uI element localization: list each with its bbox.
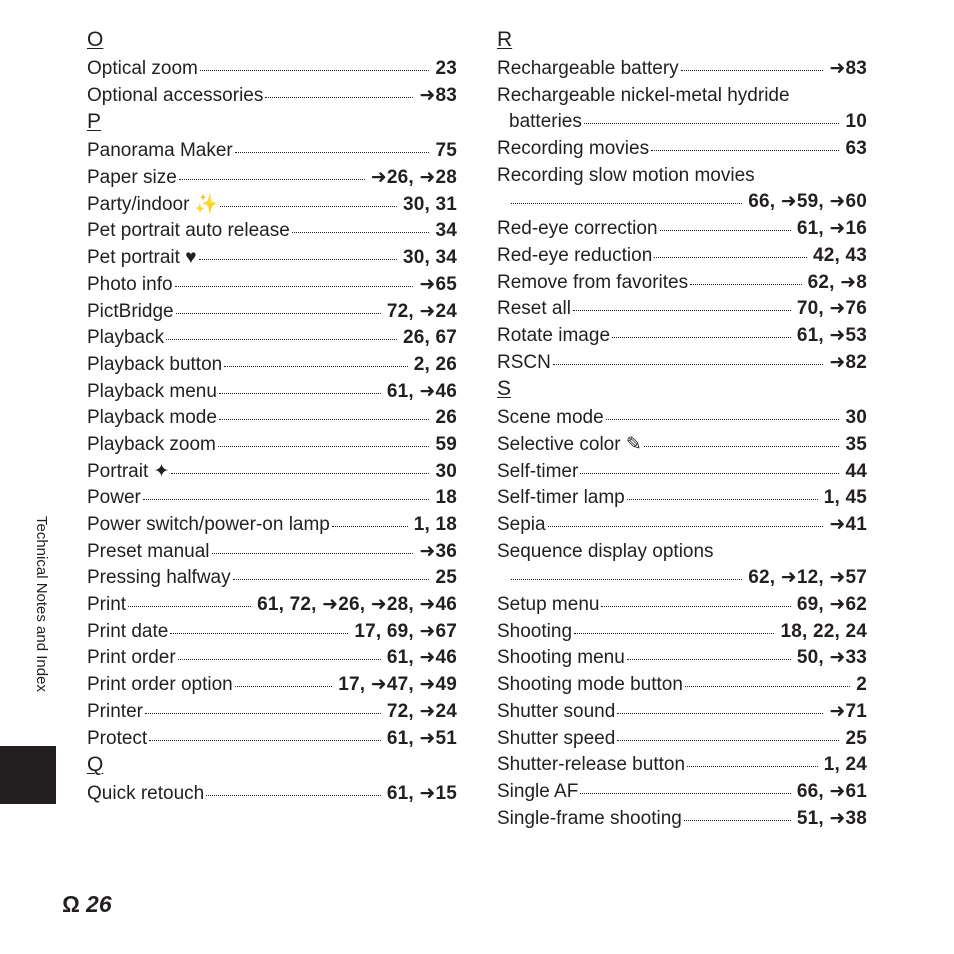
dot-leader <box>199 259 397 260</box>
index-entry-term: Sequence display options <box>497 540 714 562</box>
dot-leader <box>612 337 791 338</box>
index-entry-pages: 61, ➜51 <box>386 727 457 749</box>
index-entry-pages: 2, 26 <box>413 353 457 375</box>
index-entry <box>497 619 867 646</box>
dot-leader <box>627 659 791 660</box>
index-entry-term: Playback button <box>87 353 223 375</box>
index-entry <box>497 350 867 377</box>
dot-leader <box>660 230 791 231</box>
index-entry <box>87 379 457 406</box>
index-entry <box>87 619 457 646</box>
index-entry-pages: ➜82 <box>829 351 867 373</box>
index-entry <box>87 56 457 83</box>
index-entry-term: Remove from favorites <box>497 271 689 293</box>
index-entry-pages: 50, ➜33 <box>796 647 867 669</box>
side-section-label: Technical Notes and Index <box>33 516 50 692</box>
index-entry <box>497 163 867 190</box>
index-entry-pages: 59 <box>435 433 457 455</box>
dot-leader <box>219 419 430 420</box>
index-letter-heading: S <box>497 377 512 401</box>
index-entry-pages: ➜26, ➜28 <box>370 167 457 189</box>
index-entry-term: Single-frame shooting <box>497 807 682 829</box>
index-entry-pages: 44 <box>845 460 867 482</box>
dot-leader <box>200 70 430 71</box>
dot-leader <box>219 393 381 394</box>
index-entry <box>497 432 867 459</box>
index-entry-term: Paper size <box>87 167 177 189</box>
index-entry <box>497 752 867 779</box>
index-entry-pages: ➜41 <box>829 514 867 535</box>
index-entry-pages: ➜65 <box>419 273 457 295</box>
dot-leader <box>235 686 332 687</box>
index-letter-heading: Q <box>87 753 104 777</box>
index-entry-pages: 1, 45 <box>823 487 867 509</box>
index-entry <box>497 539 867 566</box>
dot-leader <box>627 499 818 500</box>
index-entry-term: Shooting <box>497 620 573 642</box>
index-entry <box>87 485 457 512</box>
dot-leader <box>332 526 408 527</box>
index-entry-pages: 17, 69, ➜67 <box>354 620 457 642</box>
index-entry-pages: 25 <box>435 567 457 589</box>
dot-leader <box>644 446 840 447</box>
index-entry <box>497 296 867 323</box>
dot-leader <box>170 633 348 634</box>
index-entry-pages: 2 <box>856 674 867 696</box>
index-entry-term: Reset all <box>497 298 571 320</box>
index-entry <box>87 539 457 566</box>
index-entry-term: Single AF <box>497 780 579 802</box>
index-entry-pages: 26, 67 <box>402 327 457 349</box>
dot-leader <box>212 553 414 554</box>
index-entry-term: Playback <box>87 327 165 349</box>
dot-leader <box>166 339 397 340</box>
index-entry-pages: ➜83 <box>419 84 457 106</box>
index-entry-term: Portrait ✦ <box>87 460 170 482</box>
index-entry-term: Setup menu <box>497 594 600 616</box>
index-entry-term: Rechargeable battery <box>497 58 679 79</box>
index-entry-pages: ➜71 <box>829 700 867 722</box>
index-entry <box>87 83 457 110</box>
index-letter-heading: R <box>497 28 513 51</box>
index-column-left <box>87 27 457 808</box>
dot-leader <box>580 793 791 794</box>
index-entry-term: Shutter-release button <box>497 754 686 776</box>
index-entry <box>497 109 867 136</box>
dot-leader <box>292 232 430 233</box>
index-entry-term: Scene mode <box>497 407 604 429</box>
index-entry-term: Protect <box>87 727 148 749</box>
index-entry-pages: 34 <box>435 220 457 242</box>
index-entry-term: Panorama Maker <box>87 140 233 162</box>
dot-leader <box>206 795 381 796</box>
index-entry-pages: 61, ➜15 <box>386 783 457 805</box>
dot-leader <box>606 419 840 420</box>
index-entry <box>497 565 867 592</box>
index-entry-term: Self-timer lamp <box>497 487 625 509</box>
index-entry-term: Print order <box>87 647 176 669</box>
index-entry-pages: 62, ➜12, ➜57 <box>748 567 867 589</box>
index-entry <box>87 405 457 432</box>
index-entry <box>497 243 867 270</box>
index-entry <box>497 726 867 753</box>
index-entry-term: Pressing halfway <box>87 567 231 589</box>
dot-leader <box>179 179 365 180</box>
index-entry-pages: 30, 31 <box>402 193 457 215</box>
index-entry-pages: 66, ➜59, ➜60 <box>748 191 867 213</box>
dot-leader <box>233 579 430 580</box>
dot-leader <box>617 713 823 714</box>
index-entry-term: Print <box>87 594 127 616</box>
index-entry-pages: 70, ➜76 <box>796 298 867 320</box>
index-entry-pages: 1, 24 <box>823 754 867 776</box>
index-entry-pages: 72, ➜24 <box>386 300 457 322</box>
index-entry <box>497 645 867 672</box>
index-entry <box>497 806 867 833</box>
index-entry <box>497 83 867 110</box>
index-entry-pages: 62, ➜8 <box>807 271 867 293</box>
index-entry <box>497 459 867 486</box>
index-entry-pages: 61, 72, ➜26, ➜28, ➜46 <box>257 594 457 616</box>
dot-leader <box>176 313 381 314</box>
dot-leader <box>145 713 381 714</box>
index-entry-pages: 30 <box>435 460 457 482</box>
index-entry <box>497 405 867 432</box>
dot-leader <box>548 526 824 527</box>
index-entry-pages: 10 <box>845 111 867 133</box>
index-entry <box>497 485 867 512</box>
index-entry-pages: 51, ➜38 <box>796 807 867 829</box>
dot-leader <box>584 123 840 124</box>
index-entry-term: Playback menu <box>87 380 217 402</box>
dot-leader <box>573 310 791 311</box>
index-entry-pages: 75 <box>435 140 457 162</box>
dot-leader <box>511 203 742 204</box>
index-entry-term: Red-eye reduction <box>497 244 653 266</box>
dot-leader <box>511 579 742 580</box>
index-entry <box>497 189 867 216</box>
dot-leader <box>651 150 839 151</box>
index-entry <box>87 192 457 219</box>
index-entry-pages: 25 <box>845 727 867 749</box>
index-entry-term: Print date <box>87 620 169 642</box>
index-entry <box>497 270 867 297</box>
dot-leader <box>690 284 801 285</box>
index-column-right <box>497 27 867 832</box>
index-entry <box>87 165 457 192</box>
index-entry <box>87 726 457 753</box>
index-entry-term: Rotate image <box>497 324 611 346</box>
index-entry-term: Red-eye correction <box>497 218 658 240</box>
dot-leader <box>687 766 818 767</box>
index-entry-pages: 42, 43 <box>812 244 867 266</box>
index-entry <box>497 672 867 699</box>
dot-leader <box>171 473 429 474</box>
index-entry <box>497 699 867 726</box>
index-entry <box>87 645 457 672</box>
index-entry-term: RSCN <box>497 351 551 373</box>
index-entry-pages: ➜83 <box>829 58 867 79</box>
index-entry-term: Shooting menu <box>497 647 625 669</box>
index-entry-term: Shutter sound <box>497 700 616 722</box>
index-entry <box>87 459 457 486</box>
dot-leader <box>265 97 413 98</box>
dot-leader <box>220 206 397 207</box>
index-entry <box>497 323 867 350</box>
index-entry-term: Quick retouch <box>87 783 205 805</box>
index-entry-term: Optical zoom <box>87 58 198 79</box>
index-entry-pages: 63 <box>845 138 867 160</box>
index-entry-term: Sepia <box>497 514 546 535</box>
page-number: Ω 26 <box>62 891 112 917</box>
index-entry-term: Playback mode <box>87 407 217 429</box>
index-entry-term: Party/indoor ✨ <box>87 193 219 215</box>
index-entry <box>87 781 457 808</box>
index-entry <box>497 512 867 539</box>
dot-leader <box>235 152 430 153</box>
dot-leader <box>681 70 824 71</box>
index-entry-pages: 61, ➜16 <box>796 218 867 240</box>
index-entry-term: Shutter speed <box>497 727 616 749</box>
dot-leader <box>143 499 430 500</box>
index-entry <box>87 272 457 299</box>
index-entry-pages: 35 <box>845 433 867 455</box>
index-entry-term: batteries <box>509 111 582 133</box>
side-section-tab <box>0 746 56 804</box>
index-entry-pages: 26 <box>435 407 457 429</box>
dot-leader <box>553 364 824 365</box>
index-entry <box>87 218 457 245</box>
index-entry-pages: 61, ➜46 <box>386 380 457 402</box>
index-entry-term: Pet portrait ♥ <box>87 247 197 269</box>
index-entry <box>87 699 457 726</box>
index-entry <box>87 245 457 272</box>
dot-leader <box>175 286 414 287</box>
index-entry-term: Recording movies <box>497 138 650 160</box>
index-entry <box>497 592 867 619</box>
index-entry-pages: ➜36 <box>419 540 457 562</box>
index-entry-pages: 66, ➜61 <box>796 780 867 802</box>
index-entry-term: Pet portrait auto release <box>87 220 290 242</box>
index-letter-heading: P <box>87 110 102 134</box>
index-entry-term: Power switch/power-on lamp <box>87 514 330 535</box>
index-entry-pages: 18, 22, 24 <box>780 620 867 642</box>
index-entry-pages: 61, ➜46 <box>386 647 457 669</box>
index-entry-pages: 18 <box>435 487 457 509</box>
index-entry <box>87 299 457 326</box>
index-entry <box>87 432 457 459</box>
index-entry-term: Printer <box>87 700 143 722</box>
dot-leader <box>617 740 839 741</box>
dot-leader <box>149 740 381 741</box>
index-entry <box>497 216 867 243</box>
index-entry-pages: 72, ➜24 <box>386 700 457 722</box>
index-entry-term: Self-timer <box>497 460 579 482</box>
index-entry <box>87 325 457 352</box>
index-entry-pages: 69, ➜62 <box>796 594 867 616</box>
index-entry <box>87 672 457 699</box>
index-entry <box>87 138 457 165</box>
index-entry-term: Recording slow motion movies <box>497 164 755 186</box>
index-entry <box>497 56 867 83</box>
index-entry <box>87 565 457 592</box>
index-entry-term: Preset manual <box>87 540 210 562</box>
index-entry-pages: 23 <box>435 58 457 79</box>
dot-leader <box>685 686 850 687</box>
index-entry-pages: 30 <box>845 407 867 429</box>
index-entry-term: Print order option <box>87 674 233 696</box>
index-entry-pages: 1, 18 <box>413 514 457 535</box>
index-entry-term: Rechargeable nickel-metal hydride <box>497 84 790 106</box>
index-entry-pages: 17, ➜47, ➜49 <box>338 674 457 696</box>
dot-leader <box>224 366 408 367</box>
dot-leader <box>178 659 381 660</box>
dot-leader <box>580 473 839 474</box>
index-entry <box>87 512 457 539</box>
dot-leader <box>684 820 791 821</box>
dot-leader <box>218 446 430 447</box>
dot-leader <box>574 633 774 634</box>
index-entry-pages: 61, ➜53 <box>796 324 867 346</box>
dot-leader <box>654 257 807 258</box>
index-entry-term: Power <box>87 487 141 509</box>
index-entry <box>87 592 457 619</box>
index-entry-term: Playback zoom <box>87 433 216 455</box>
index-entry-term: Selective color ✎ <box>497 433 642 455</box>
index-entry <box>87 352 457 379</box>
index-entry <box>497 779 867 806</box>
index-entry <box>497 136 867 163</box>
index-entry-term: PictBridge <box>87 300 174 322</box>
index-entry-term: Optional accessories <box>87 84 264 106</box>
index-entry-pages: 30, 34 <box>402 247 457 269</box>
dot-leader <box>601 606 790 607</box>
index-entry-term: Photo info <box>87 273 173 295</box>
index-letter-heading: O <box>87 28 104 51</box>
index-entry-term: Shooting mode button <box>497 674 683 696</box>
dot-leader <box>128 606 251 607</box>
